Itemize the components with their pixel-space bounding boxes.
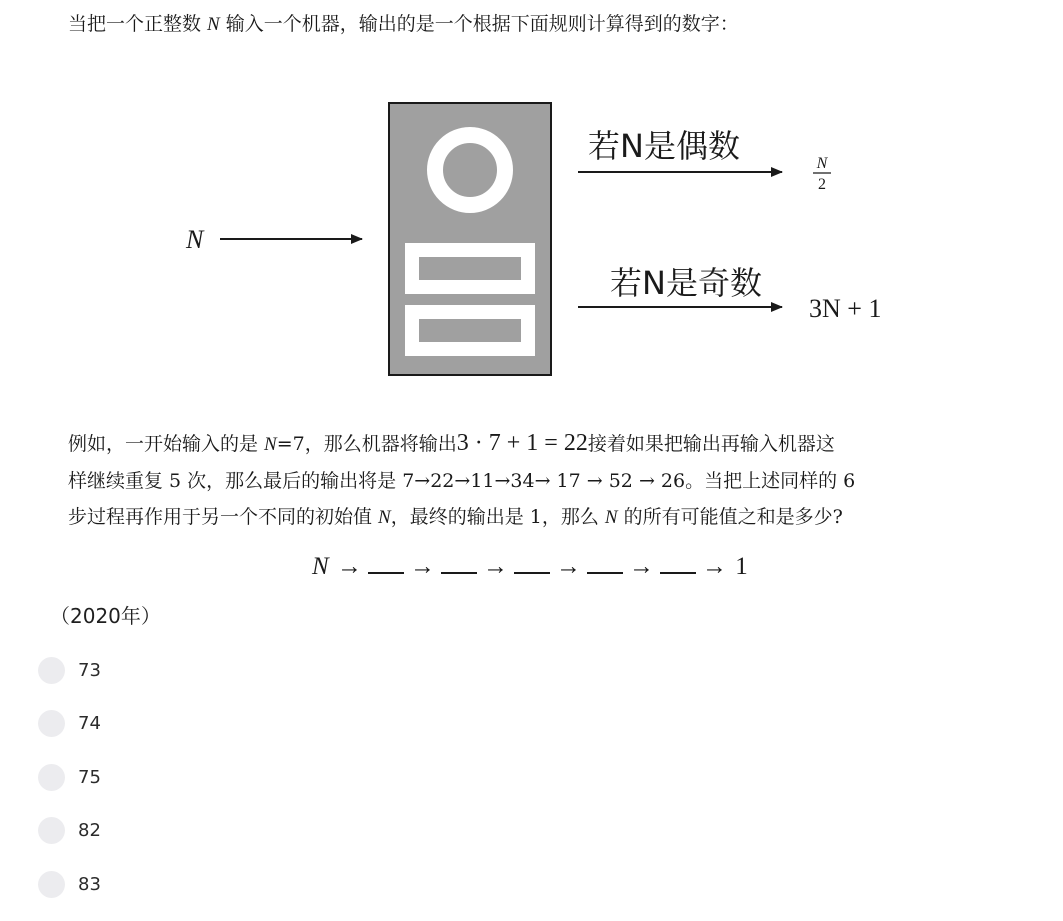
answer-option[interactable] <box>38 760 101 794</box>
option-label: 73 <box>78 659 101 681</box>
example-text: 接着如果把输出再输入机器这 <box>587 433 835 455</box>
even-output-denominator: 2 <box>818 176 826 193</box>
chain-arrow: → <box>701 553 727 580</box>
question-year: （2020年） <box>50 604 161 628</box>
machine-dial <box>435 135 505 205</box>
example-text: ，最终的输出是 1，那么 <box>390 506 605 528</box>
example-variable: N <box>264 434 277 455</box>
even-rule-label: 若N是偶数 <box>588 127 740 165</box>
intro-text-2: 输入一个机器，输出的是一个根据下面规则计算得到的数字： <box>219 13 739 35</box>
machine-diagram <box>0 0 1063 400</box>
chain-arrow: → <box>555 553 581 580</box>
option-label: 83 <box>78 873 101 895</box>
chain-arrow: → <box>336 553 362 580</box>
machine-slot-bottom <box>412 312 528 349</box>
example-formula: 3 · 7 + 1 = 22 <box>456 430 588 456</box>
example-variable: N <box>378 507 391 528</box>
chain-arrow: → <box>482 553 508 580</box>
example-variable: N <box>604 507 618 528</box>
option-label: 75 <box>78 766 101 788</box>
chain-blank <box>660 552 696 574</box>
example-text: 步过程再作用于另一个不同的初始值 <box>68 506 379 528</box>
chain-blank <box>587 552 623 574</box>
input-label: N <box>186 225 204 254</box>
radio-button[interactable] <box>38 817 65 844</box>
answer-options <box>38 653 101 921</box>
chain-arrow: → <box>409 553 435 580</box>
answer-option[interactable] <box>38 653 101 687</box>
chain-blank <box>514 552 550 574</box>
radio-button[interactable] <box>38 710 65 737</box>
chain-end: 1 <box>735 553 748 580</box>
chain-start: N <box>312 553 329 580</box>
answer-option[interactable] <box>38 814 101 848</box>
option-label: 74 <box>78 713 101 734</box>
machine-box <box>389 103 551 375</box>
chain-arrow: → <box>628 553 654 580</box>
intro-variable: N <box>207 14 220 35</box>
example-text: 的所有可能值之和是多少? <box>617 506 843 528</box>
sequence-chain <box>312 552 748 581</box>
answer-option[interactable] <box>38 707 101 741</box>
option-label: 82 <box>78 820 101 841</box>
example-line-3 <box>68 499 1028 536</box>
even-output-fraction <box>813 155 831 193</box>
radio-button[interactable] <box>38 871 65 898</box>
odd-rule-label: 若N是奇数 <box>610 264 762 302</box>
chain-blank <box>441 552 477 574</box>
even-output-numerator: N <box>816 155 828 172</box>
example-line-2: 样继续重复 5 次，那么最后的输出将是 7→22→11→34→ 17 → 52 → 26。当把上述同样的 6 <box>68 470 856 492</box>
radio-button[interactable] <box>38 657 65 684</box>
example-text: 例如，一开始输入的是 <box>68 433 265 455</box>
radio-button[interactable] <box>38 764 65 791</box>
machine-slot-top <box>412 250 528 287</box>
chain-blank <box>368 552 404 574</box>
example-paragraph <box>68 425 1028 536</box>
intro-text-1: 当把一个正整数 <box>68 13 208 35</box>
example-text: =7，那么机器将输出 <box>276 433 457 455</box>
odd-output: 3N + 1 <box>809 294 882 323</box>
example-line-1 <box>68 425 1028 463</box>
answer-option[interactable] <box>38 867 101 901</box>
